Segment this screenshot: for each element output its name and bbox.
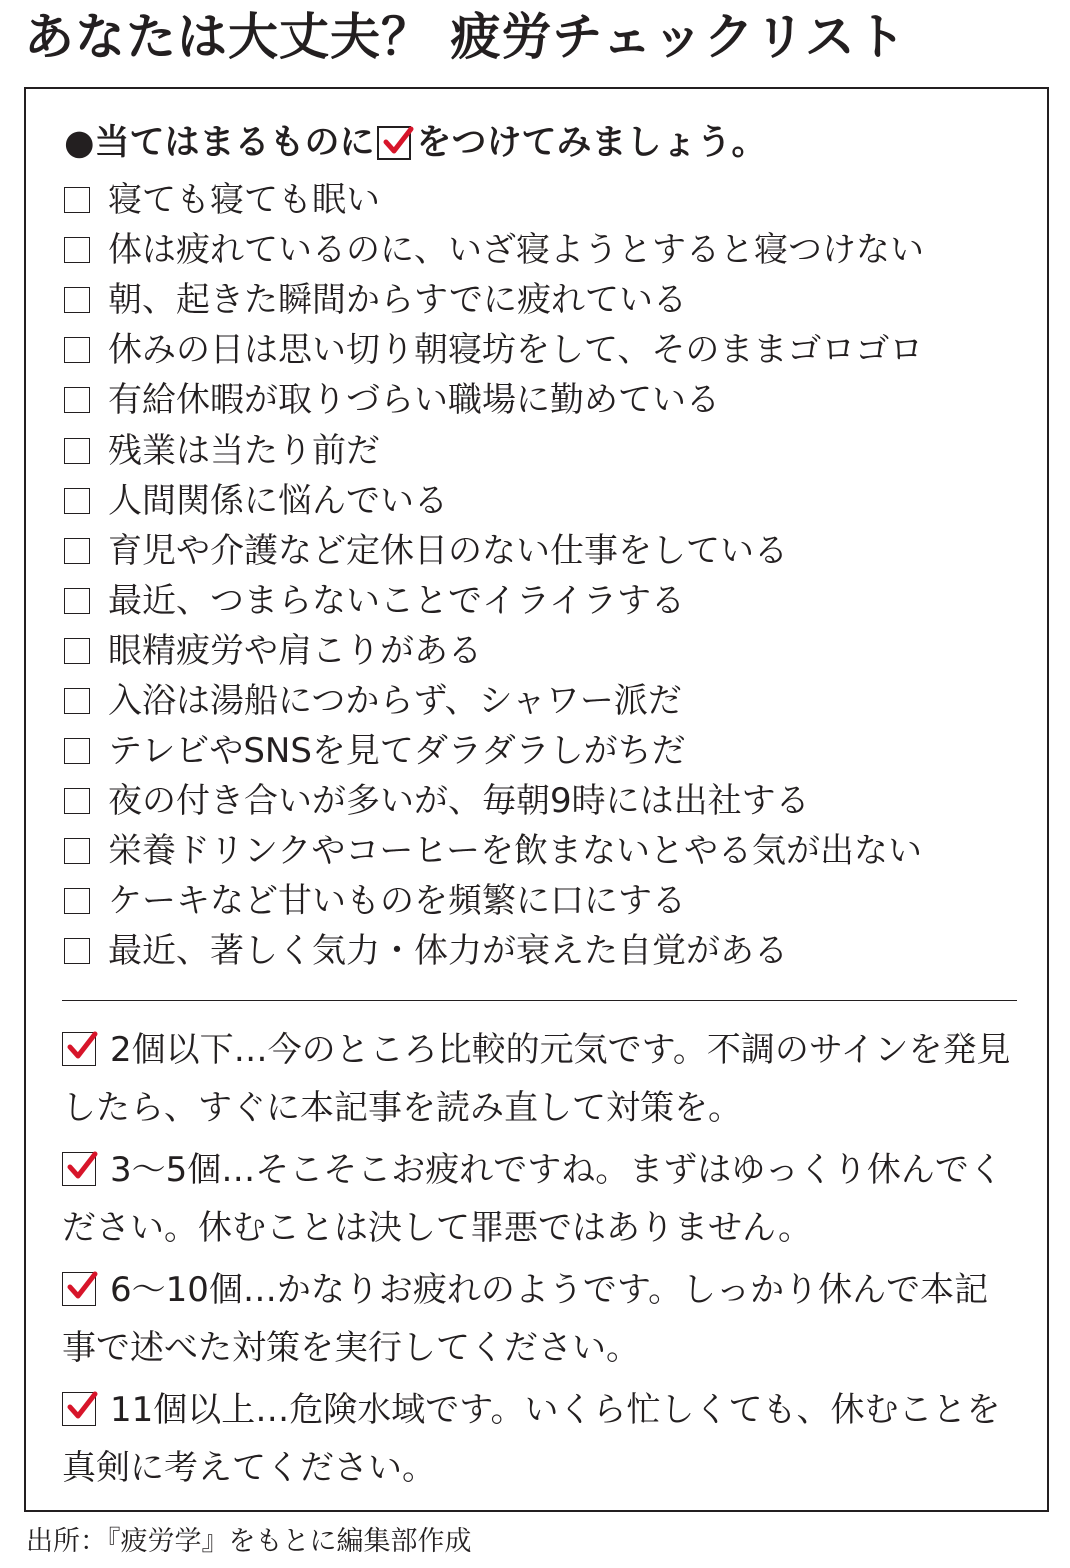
checklist-item-label: 入浴は湯船につからず、シャワー派だ <box>108 680 682 721</box>
checklist-item[interactable] <box>64 676 1024 726</box>
checkbox[interactable] <box>64 588 90 614</box>
checklist-item[interactable] <box>64 476 1024 526</box>
checklist-item[interactable] <box>64 325 1024 375</box>
checklist-item[interactable] <box>64 375 1024 425</box>
checkmark-icon <box>377 126 411 160</box>
checklist-item-label: 眼精疲労や肩こりがある <box>108 630 482 671</box>
checklist <box>64 175 1024 977</box>
checklist-item-label: 最近、著しく気力・体力が衰えた自覚がある <box>108 931 788 972</box>
checklist-item[interactable] <box>64 876 1024 926</box>
checklist-item[interactable] <box>64 576 1024 626</box>
checklist-item[interactable] <box>64 726 1024 776</box>
instruction-text-before: ●当てはまるものに <box>64 123 375 163</box>
divider <box>62 1000 1017 1001</box>
checklist-item[interactable] <box>64 275 1024 325</box>
result-item <box>62 1021 1022 1137</box>
checklist-item-label: ケーキなど甘いものを頻繁に口にする <box>108 881 686 922</box>
checkbox[interactable] <box>64 738 90 764</box>
instruction <box>64 119 1024 167</box>
checklist-item-label: 寝ても寝ても眠い <box>108 180 380 221</box>
checklist-item-label: 栄養ドリンクやコーヒーを飲まないとやる気が出ない <box>108 831 922 872</box>
checkbox[interactable] <box>64 838 90 864</box>
checklist-item-label: 育児や介護など定休日のない仕事をしている <box>108 530 788 571</box>
checklist-item-label: 人間関係に悩んでいる <box>108 480 448 521</box>
checkbox[interactable] <box>64 488 90 514</box>
checkbox[interactable] <box>64 788 90 814</box>
checklist-item-label: 朝、起きた瞬間からすでに疲れている <box>108 280 688 321</box>
checkmark-icon <box>62 1392 96 1426</box>
result-item <box>62 1141 1022 1257</box>
checkbox[interactable] <box>64 638 90 664</box>
result-item <box>62 1261 1022 1377</box>
page-title: あなたは大丈夫？ 疲労チェックリスト <box>24 8 907 66</box>
checkbox[interactable] <box>64 888 90 914</box>
checkbox[interactable] <box>64 438 90 464</box>
source-note: 出所：『疲労学』をもとに編集部作成 <box>26 1526 472 1557</box>
checklist-item[interactable] <box>64 826 1024 876</box>
checklist-item-label: 体は疲れているのに、いざ寝ようとすると寝つけない <box>108 230 924 271</box>
checklist-item-label: 残業は当たり前だ <box>108 430 380 471</box>
checklist-item[interactable] <box>64 626 1024 676</box>
checklist-item[interactable] <box>64 225 1024 275</box>
checkbox[interactable] <box>64 237 90 263</box>
checkbox[interactable] <box>64 337 90 363</box>
checklist-item[interactable] <box>64 175 1024 225</box>
checklist-item-label: 夜の付き合いが多いが、毎朝9時には出社する <box>108 781 810 822</box>
results-section <box>62 1021 1022 1501</box>
checklist-item[interactable] <box>64 526 1024 576</box>
checklist-item[interactable] <box>64 425 1024 475</box>
checkbox[interactable] <box>64 287 90 313</box>
result-text: 6～10個…かなりお疲れのようです。しっかり休んで本記事で述べた対策を実行してください。 <box>62 1270 989 1368</box>
checkbox[interactable] <box>64 387 90 413</box>
instruction-text-after: をつけてみましょう。 <box>416 123 767 163</box>
checklist-item-label: 休みの日は思い切り朝寝坊をして、そのままゴロゴロ <box>108 330 924 371</box>
checkbox[interactable] <box>64 688 90 714</box>
checkmark-icon <box>62 1152 96 1186</box>
checkbox[interactable] <box>64 938 90 964</box>
checklist-item-label: 最近、つまらないことでイライラする <box>108 580 685 621</box>
checkbox[interactable] <box>64 187 90 213</box>
checkbox[interactable] <box>64 538 90 564</box>
checklist-frame <box>24 87 1049 1512</box>
result-text: 2個以下…今のところ比較的元気です。不調のサインを発見したら、すぐに本記事を読み直して対策を。 <box>62 1030 1011 1128</box>
checkmark-icon <box>62 1272 96 1306</box>
result-text: 11個以上…危険水域です。いくら忙しくても、休むことを真剣に考えてください。 <box>62 1390 1001 1488</box>
checklist-item-label: テレビやSNSを見てダラダラしがちだ <box>108 731 686 772</box>
result-item <box>62 1381 1022 1497</box>
checklist-item-label: 有給休暇が取りづらい職場に勤めている <box>108 380 720 421</box>
result-text: 3～5個…そこそこお疲れですね。まずはゆっくり休んでください。休むことは決して罪悪ではありません。 <box>62 1150 1003 1248</box>
checklist-item[interactable] <box>64 776 1024 826</box>
checkmark-icon <box>62 1032 96 1066</box>
checklist-item[interactable] <box>64 926 1024 976</box>
